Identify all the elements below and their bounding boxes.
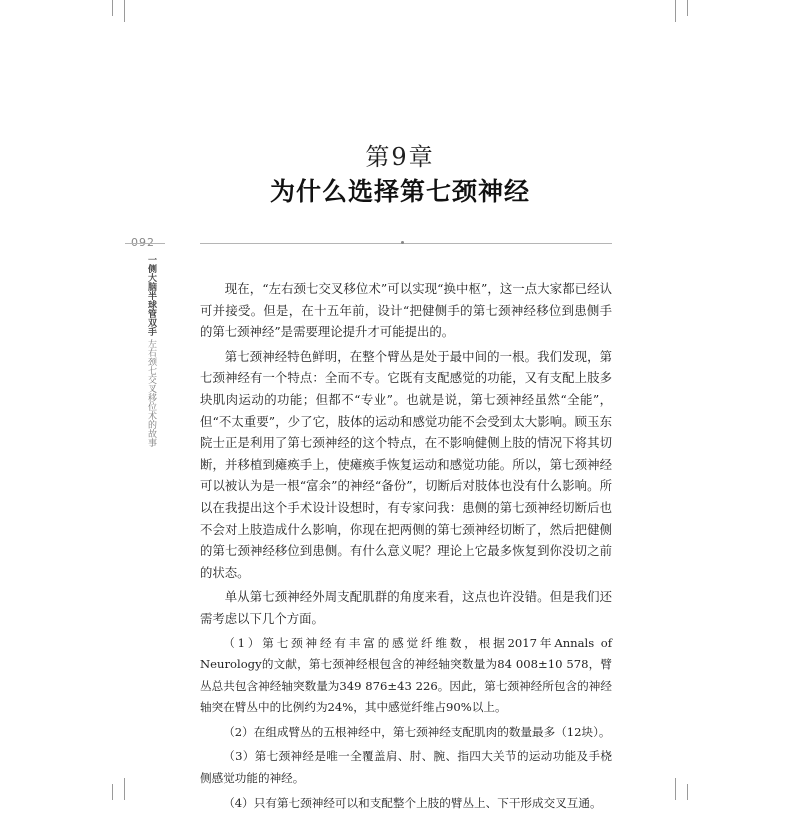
running-header-title: 一侧大脑半球管双手 <box>146 255 156 336</box>
crop-mark <box>112 784 113 800</box>
crop-mark <box>687 784 688 800</box>
paragraph: 第七颈神经特色鲜明，在整个臂丛是处于最中间的一根。我们发现，第七颈神经有一个特点：全而不专。它既有支配感觉的功能，又有支配上肢多块肌肉运动的功能；但都不“专业”。也就是说，第七颈神经虽然“全能”，但“不太重要”，少了它，肢体的运动和感觉功能不会受到太大影响。顾玉东院士正是利用了第七颈神经的这个特点，在不影响健侧上肢的情况下将其切断，并移植到瘫痪手上，使瘫痪手恢复运动和感觉功能。所以，第七颈神经可以被认为是一根“富余”的神经“备份”，切断后对肢体也没有什么影响。所以在我提出这个手术设计设想时，有专家问我：患侧的第七颈神经切断后也不会对上肢造成什么影响，你现在把两侧的第七颈神经切断了，然后把健侧的第七颈神经移位到患侧。有什么意义呢？理论上它最多恢复到你没切之前的状态。 <box>200 348 612 580</box>
list-item: （3）第七颈神经是唯一全覆盖肩、肘、腕、指四大关节的运动功能及手桡侧感觉功能的神经。 <box>200 749 612 786</box>
page-number: 092 <box>131 236 155 249</box>
paragraph: 现在，“左右颈七交叉移位术”可以实现“换中枢”，这一点大家都已经认可并接受。但是，在十五年前，设计“把健侧手的第七颈神经移位到患侧手的第七颈神经”是需要理论提升才可能提出的。 <box>200 281 612 340</box>
chapter-label: 第9章 <box>365 143 435 171</box>
crop-mark <box>124 0 125 22</box>
running-header-subtitle: 左右颈七交叉移位术的故事 <box>146 338 156 447</box>
paragraph: 单从第七颈神经外周支配肌群的角度来看，这点也许没错。但是我们还需考虑以下几个方面。 <box>200 589 612 626</box>
crop-mark <box>687 0 688 16</box>
header-rule <box>125 243 165 244</box>
crop-mark <box>112 0 113 16</box>
list-item: （4）只有第七颈神经可以和支配整个上肢的臂丛上、下干形成交叉互通。 <box>223 795 602 810</box>
header-rule <box>200 243 612 244</box>
rule-ornament <box>401 241 404 244</box>
chapter-title: 为什么选择第七颈神经 <box>269 177 530 206</box>
list-item: （2）在组成臂丛的五根神经中，第七颈神经支配肌肉的数量最多（12块）。 <box>223 724 611 739</box>
running-header <box>145 255 157 525</box>
crop-mark <box>675 0 676 22</box>
list-item: （1）第七颈神经有丰富的感觉纤维数，根据2017年Annals of Neurology的文献，第七颈神经根包含的神经轴突数量为84 008±10 578，臂丛总共包含神经轴突数量为349 876±43 226。因此，第七颈神经所包含的神经轴突在臂丛中的比例约为24%，其中感觉纤维占90%以上。 <box>200 635 612 715</box>
body-text <box>200 278 612 814</box>
crop-mark <box>675 778 676 800</box>
crop-mark <box>124 778 125 800</box>
